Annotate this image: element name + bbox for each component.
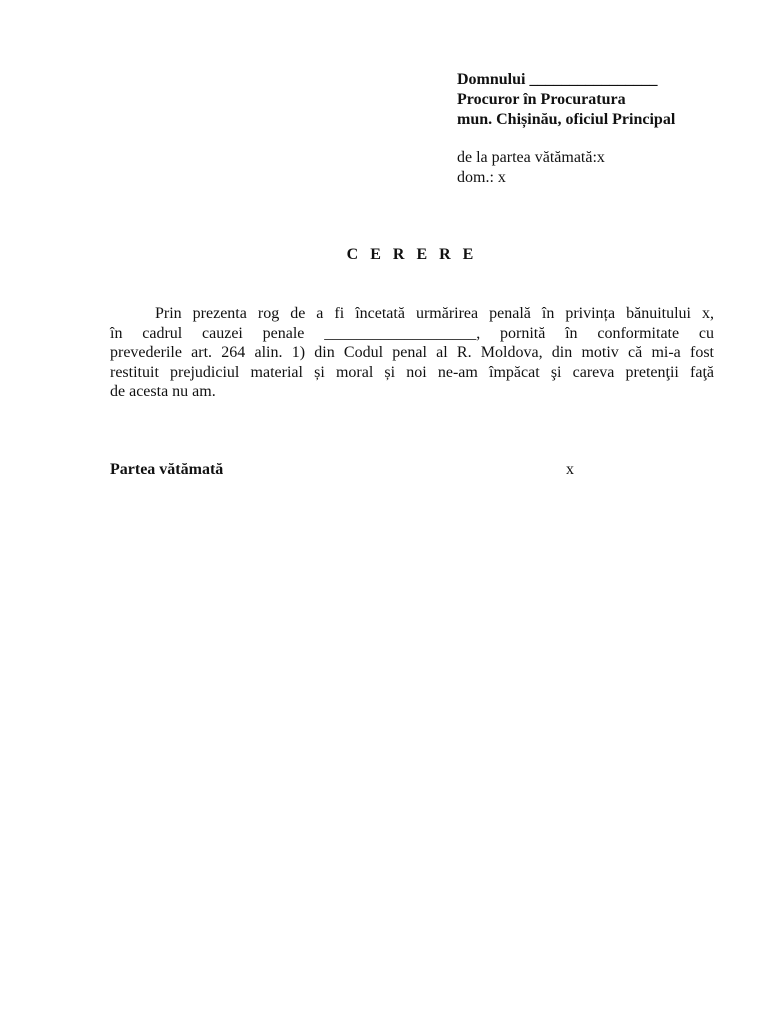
request-body <box>110 304 714 402</box>
addressee-spacer <box>457 130 747 148</box>
body-line-3: prevederile art. 264 alin. 1) din Codul penal al R. Moldova, din motiv că mi-a fost <box>110 344 714 361</box>
addressee-title-line: Procuror în Procuratura <box>457 91 626 108</box>
document-title: C E R E R E <box>346 246 478 263</box>
body-line-1: Prin prezenta rog de a fi încetată urmărirea penală în privința bănuitului x, <box>155 305 714 322</box>
signature-label: Partea vătămată <box>110 461 224 478</box>
sender-line: de la partea vătămată:x <box>457 149 605 166</box>
addressee-name-line: Domnului ________________ <box>457 71 658 88</box>
body-line-4: restituit prejudiciul material și moral și noi ne-am împăcat şi careva pretenţii faţă <box>110 363 714 381</box>
body-line-2: în cadrul cauzei penale ___________________, pornită în conformitate cu <box>110 324 714 342</box>
addressee-office-line: mun. Chișinău, oficiul Principal <box>457 111 676 128</box>
signature-mark: x <box>566 461 574 478</box>
addressee-block <box>457 70 747 188</box>
body-line-5: de acesta nu am. <box>110 383 216 400</box>
sender-domicile-line: dom.: x <box>457 169 506 186</box>
